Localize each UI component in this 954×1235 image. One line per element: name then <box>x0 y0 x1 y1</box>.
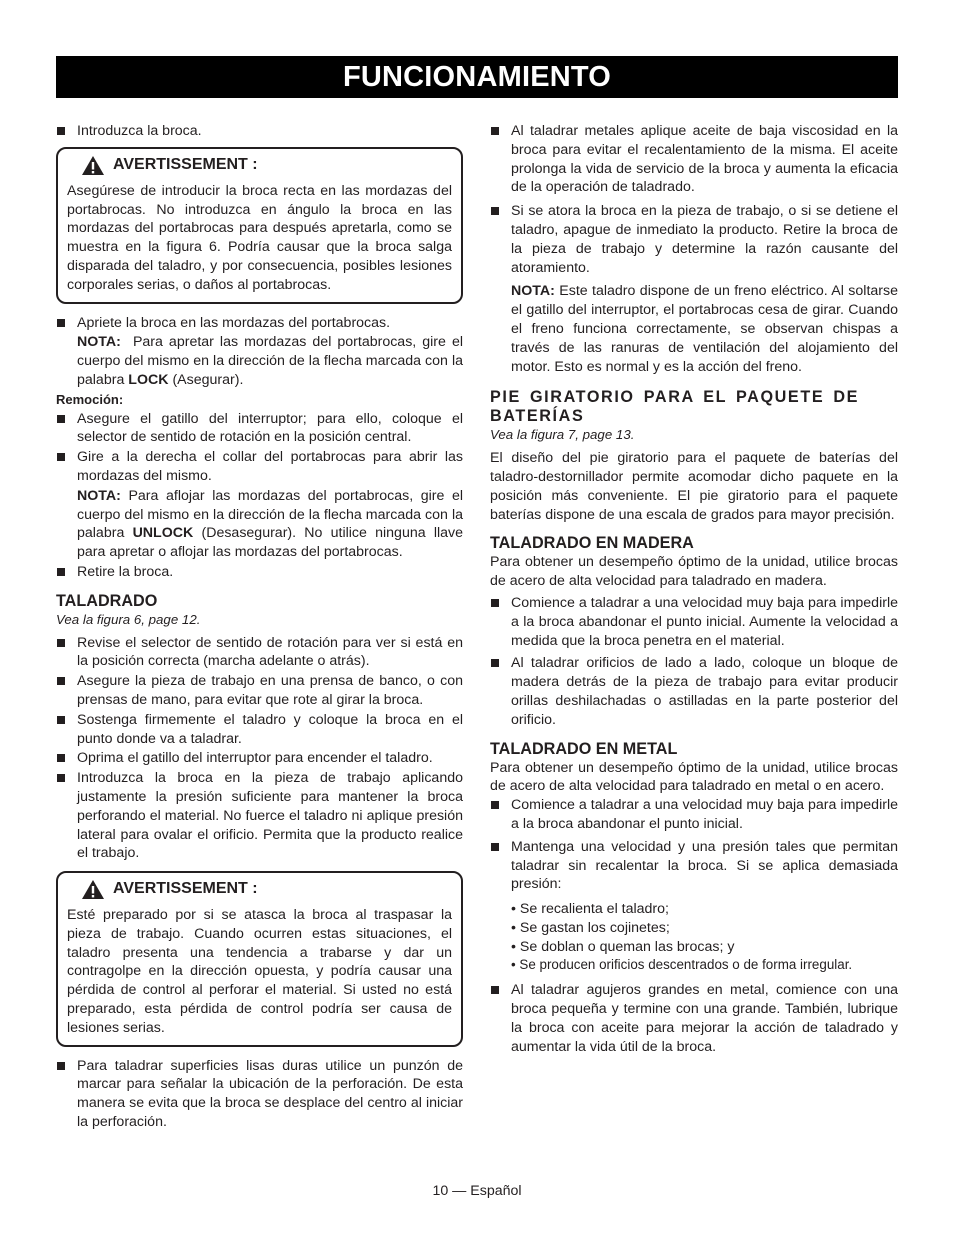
removal-heading: Remoción: <box>56 391 124 407</box>
page-title: FUNCIONAMIENTO <box>342 61 612 93</box>
pressure-effects-list <box>490 900 898 975</box>
pivot-paragraph: El diseño del pie giratorio para el paquete de baterías del taladro-destornillador permite acomodar dicho paquete en la posición más conveniente. El pie giratorio para el paquete baterías dispone de una escala de grados para mayor precisión. <box>490 450 898 523</box>
bullet-metal-slow-start: Comience a taladrar a una velocidad muy baja para impedirle a la broca abandonar el punto inicial. <box>490 796 898 834</box>
bullet-wood-backing-block: Al taladrar orificios de lado a lado, coloque un bloque de madera detrás de la pieza de trabajo para evitar producir orillas deshilachadas o astilladas en la parte posterior del orificio. <box>490 654 898 729</box>
section-heading-drilling: TALADRADO <box>56 591 158 610</box>
bullet-lock-trigger: Asegure el gatillo del interruptor; para ello, coloque el selector de sentido de rotación en la posición central. <box>56 410 463 448</box>
section-heading-metal: TALADRADO EN METAL <box>490 739 678 758</box>
figure-reference: Vea la figura 7, page 13. <box>490 427 635 443</box>
warning-header <box>81 879 452 900</box>
page-title-banner <box>56 56 898 98</box>
bullet-insert-bit: Introduzca la broca. <box>56 122 463 141</box>
bullet-feed-bit: Introduzca la broca en la pieza de trabajo aplicando justamente la presión suficiente para mantener la broca perforando el material. No fuerce el taladro ni aplique presión lateral para ovalar el orificio. Permita que la producto realice el trabajo. <box>56 769 463 863</box>
warning-box-jam <box>56 871 463 1047</box>
bullet-hold-drill: Sostenga firmemente el taladro y coloque la broca en el punto donde va a taladrar. <box>56 711 463 749</box>
metal-intro: Para obtener un desempeño óptimo de la unidad, utilice brocas de acero de alta velocidad para taladrado en metal o en acero. <box>490 759 898 795</box>
note-label: NOTA: <box>77 487 121 504</box>
warning-text: Asegúrese de introducir la broca recta en las mordazas del portabrocas. No introduzca en ángulo la broca en las mordazas del portabrocas para después apretarla, como se muestra en la figura 6. Podría causar que la broca salga disparada del taladro, y por consecuencia, posibles lesiones corporales serias, o daños al portabrocas. <box>67 182 452 293</box>
note-brake: NOTA: Este taladro dispone de un freno eléctrico. Al soltarse el gatillo del interruptor, el portabrocas cesa de girar. Cuando el freno funciona correctamente, se observan chispas a través de las ranuras de ventilación del alojamiento del motor. Esto es normal y es la acción del freno. <box>511 283 898 375</box>
bullet-center-punch: Para taladrar superficies lisas duras utilice un punzón de marcar para señalar la ubicación de la perforación. De esta manera se evita que la broca se desplace del centro al iniciar la perforación. <box>56 1057 463 1132</box>
note-label: NOTA: <box>77 334 121 351</box>
warning-header <box>81 155 452 176</box>
bullet-large-holes: Al taladrar agujeros grandes en metal, comience con una broca pequeña y termine con una grande. También, lubrique la broca con aceite para mejorar la acción de taladrado y aumentar la vida útil de la broca. <box>490 981 898 1056</box>
warning-triangle-icon <box>81 155 105 176</box>
wood-intro: Para obtener un desempeño óptimo de la unidad, utilice brocas de acero de alta velocidad para taladrado en madera. <box>490 554 898 590</box>
lock-word: LOCK <box>128 371 169 388</box>
note-label: NOTA: <box>511 283 555 300</box>
unlock-word: UNLOCK <box>132 525 194 542</box>
bullet-secure-workpiece: Asegure la pieza de trabajo en una prensa de banco, o con prensas de mano, para evitar que rote al girar la broca. <box>56 672 463 710</box>
warning-triangle-icon <box>81 879 105 900</box>
warning-text: Esté preparado por si se atasca la broca al traspasar la pieza de trabajo. Cuando ocurren estas situaciones, el taladro presenta una tendencia a trabarse y dar un contragolpe en la dirección opuesta, y podría causar una pérdida de control al perforar el material. Si usted no está preparado, esta pérdida de control podría ser causa de lesiones serias. <box>67 907 452 1036</box>
bullet-oil-bit: Al taladrar metales aplique aceite de baja viscosidad en la broca para evitar el recalentamiento de la misma. El aceite prolonga la vida de servicio de la broca y aumenta la eficacia de la operación de taladrado. <box>490 122 898 197</box>
bullet-open-chuck: Gire a la derecha el collar del portabrocas para abrir las mordazas del mismo. <box>56 448 463 486</box>
warning-label: AVERTISSEMENT : <box>113 155 258 173</box>
list-item: • Se doblan o queman las brocas; y <box>511 938 898 957</box>
warning-label: AVERTISSEMENT : <box>113 880 258 898</box>
bullet-remove-bit: Retire la broca. <box>56 563 463 582</box>
list-item: • Se producen orificios descentrados o de forma irregular. <box>511 956 898 975</box>
bullet-press-trigger: Oprima el gatillo del interruptor para encender el taladro. <box>56 749 463 768</box>
section-heading-pivot: PIE GIRATORIO PARA EL PAQUETE DE BATERÍAS <box>490 388 860 426</box>
figure-reference: Vea la figura 6, page 12. <box>56 611 201 627</box>
list-item: • Se recalienta el taladro; <box>511 900 898 919</box>
warning-box-insert <box>56 147 463 304</box>
bullet-check-direction: Revise el selector de sentido de rotación para ver si está en la posición correcta (marcha adelante o atrás). <box>56 634 463 672</box>
page-footer: 10 — Español <box>432 1183 522 1199</box>
bullet-wood-slow-start: Comience a taladrar a una velocidad muy baja para impedirle a la broca abandonar el punto inicial. Aumente la velocidad a medida que la broca penetra en el material. <box>490 594 898 650</box>
note-unlock: NOTA: Para aflojar las mordazas del portabrocas, gire el cuerpo del mismo en la dirección de la flecha marcada con la palabra UNLOCK (Desasegurar). No utilice ninguna llave para apretar o aflojar las mordazas del portabrocas. <box>77 487 463 561</box>
right-column <box>490 122 898 1057</box>
note-lock: NOTA: Para apretar las mordazas del portabrocas, gire el cuerpo del mismo en la dirección de la flecha marcada con la palabra LOCK (Asegurar). <box>77 334 463 388</box>
bullet-metal-pressure: Mantenga una velocidad y una presión tales que permitan taladrar sin recalentar la broca. Si se aplica demasiada presión: <box>490 838 898 894</box>
left-column <box>56 122 463 1133</box>
bullet-bit-jam: Si se atora la broca en la pieza de trabajo, o si se detiene el taladro, apague de inmediato la producto. Retire la broca de la pieza de trabajo y determine la razón causante del atoramiento. <box>490 202 898 277</box>
bullet-tighten-bit: Apriete la broca en las mordazas del portabrocas. <box>56 314 463 333</box>
list-item: • Se gastan los cojinetes; <box>511 919 898 938</box>
section-heading-wood: TALADRADO EN MADERA <box>490 534 694 553</box>
